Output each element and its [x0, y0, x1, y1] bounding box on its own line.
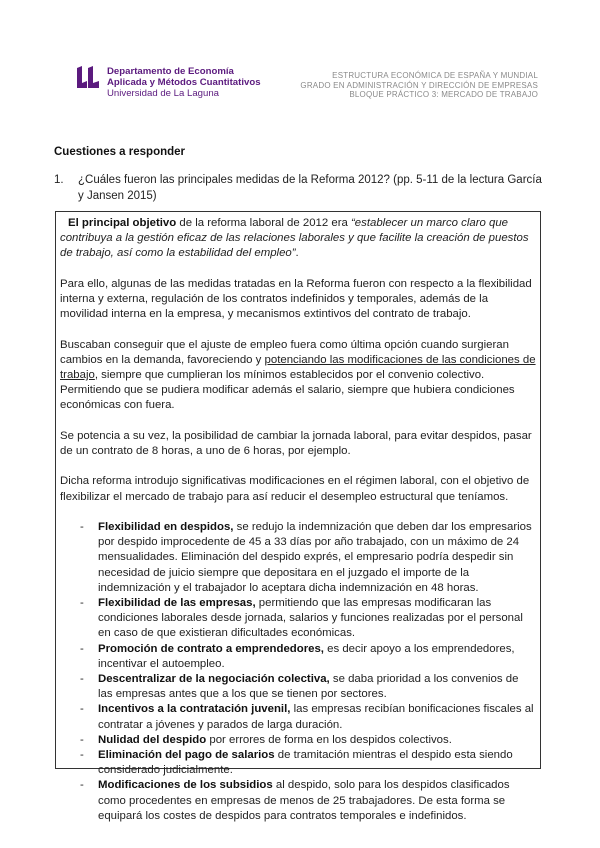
bullet-dash: -	[80, 733, 84, 746]
text: de la reforma laboral de 2012 era	[176, 217, 351, 229]
list-item	[60, 733, 537, 748]
question-text: ¿Cuáles fueron las principales medidas de la Reforma 2012? (pp. 5-11 de la lectura García y Jansen 2015)	[78, 174, 542, 202]
list-item-text	[98, 642, 537, 672]
list-item	[60, 748, 537, 778]
bullet-dash: -	[80, 749, 84, 762]
answer-paragraph-1	[60, 216, 537, 262]
list-item	[60, 642, 537, 672]
section-title: Cuestiones a responder	[54, 146, 186, 158]
answer-paragraph-4: Se potencia a su vez, la posibilidad de cambiar la jornada laboral, para evitar despidos, pasar de un contrato de 8 horas, a uno de 6 horas, por ejemplo.	[60, 429, 532, 457]
bullet-dash: -	[80, 779, 84, 792]
bullet-dash: -	[80, 597, 84, 609]
list-item-body: de tramitación mientras el despido esta siendo considerado judicialmente.	[98, 749, 513, 777]
course-header	[300, 71, 538, 100]
bold-text: El principal objetivo	[68, 217, 177, 229]
list-item	[60, 520, 537, 596]
logo-line1: Departamento de Economía	[107, 66, 234, 77]
list-item-text	[98, 702, 537, 732]
answer-paragraph-3	[60, 338, 537, 414]
list-item-body: se daba prioridad a los convenios de las empresas antes que a los que se tienen por sectores.	[98, 673, 519, 701]
list-item-text	[98, 672, 537, 702]
text: .	[295, 247, 299, 260]
list-item-text	[98, 778, 537, 824]
degree-name: GRADO EN ADMINISTRACIÓN Y DIRECCIÓN DE EMPRESAS	[300, 80, 538, 90]
bullet-dash: -	[80, 703, 84, 716]
list-item-bold: Incentivos a la contratación juvenil,	[98, 703, 291, 716]
block-name: BLOQUE PRÁCTICO 3: MERCADO DE TRABAJO	[349, 90, 538, 99]
logo-line3: Universidad de La Laguna	[107, 88, 220, 99]
ull-logo-icon	[77, 66, 99, 88]
list-item-bold: Flexibilidad de las empresas,	[98, 597, 256, 609]
list-item-text	[98, 748, 537, 778]
list-item-text	[98, 520, 537, 596]
answer-paragraph-2: Para ello, algunas de las medidas tratadas en la Reforma fueron con respecto a la flexibilidad interna y externa, regulación de los contratos indefinidos y temporales, además de la movilidad interna en la empresa, y mecanismos extintivos del contrato de trabajo.	[60, 277, 532, 321]
list-item	[60, 702, 537, 732]
list-item-bold: Eliminación del pago de salarios	[98, 749, 275, 762]
logo-line2: Aplicada y Métodos Cuantitativos	[107, 77, 261, 88]
list-item-body: por errores de forma en los despidos colectivos.	[206, 733, 452, 746]
answer-paragraph-5: Dicha reforma introdujo significativas modificaciones en el régimen laboral, con el objetivo de flexibilizar el mercado de trabajo para así reducir el desempleo estructural que teníamos.	[60, 475, 530, 503]
list-item-body: permitiendo que las empresas modificaran las condiciones laborales desde jornada, salarios y funciones realizadas por el personal en caso de que existieran dificultades económicas.	[98, 597, 523, 640]
question	[54, 173, 544, 204]
text: Buscaban conseguir que el ajuste de empleo fuera como última opción cuando surgieran cambios en la demanda, favoreciendo y	[60, 338, 509, 366]
list-item-bold: Nulidad del despido	[98, 733, 207, 746]
list-item-bold: Modificaciones de los subsidios	[98, 779, 273, 792]
list-item	[60, 672, 537, 702]
bullet-dash: -	[80, 673, 84, 686]
underlined-text: potenciando las modificaciones de las condiciones de trabajo	[60, 353, 536, 381]
quote-text: “establecer un marco claro que contribuya a la gestión eficaz de las relaciones laborales y que facilite la creación de puestos de trabajo, así como la estabilidad del empleo”	[60, 217, 529, 260]
list-item-bold: Flexibilidad en despidos,	[98, 520, 234, 533]
list-item	[60, 778, 537, 824]
answer-box	[55, 211, 541, 822]
list-item-text	[98, 596, 537, 642]
list-item-body: es decir apoyo a los emprendedores, incentivar el autoempleo.	[98, 642, 515, 670]
bullet-dash: -	[80, 642, 84, 655]
list-item-body: al despido, solo para los despidos clasificados como procedentes en empresas de menos de 25 trabajadores. De esta forma se equipará los costes de despidos para contratos temporales e indefinidos.	[98, 779, 510, 822]
list-item-body: las empresas recibían bonificaciones fiscales al contratar a jóvenes y parados de larga duración.	[98, 703, 534, 731]
bullet-dash: -	[80, 520, 84, 533]
list-item-body: se redujo la indemnización que deben dar los empresarios por despido improcedente de 45 a 33 días por año trabajado, con un máximo de 24 mensualidades. Eliminación del despido exprés, el empresario podría despedir sin necesidad de juicio siempre que depositara en el juzgado el importe de la indemnización y el trabajador lo aceptara dicha indemnización en 48 horas.	[98, 520, 532, 594]
university-logo	[77, 66, 261, 99]
list-item	[60, 596, 537, 642]
measures-list	[60, 520, 537, 824]
course-name: ESTRUCTURA ECONÓMICA DE ESPAÑA Y MUNDIAL	[332, 71, 538, 80]
list-item-bold: Descentralizar de la negociación colectiva,	[98, 673, 330, 686]
question-number: 1.	[54, 174, 64, 186]
list-item-bold: Promoción de contrato a emprendedores,	[98, 642, 324, 655]
list-item-text	[98, 733, 537, 748]
text: , siempre que cumplieran los mínimos establecidos por el convenio colectivo. Permitiendo que se pudiera modificar además el salario, siempre que hubiera condiciones económicas con fuera.	[60, 369, 515, 412]
